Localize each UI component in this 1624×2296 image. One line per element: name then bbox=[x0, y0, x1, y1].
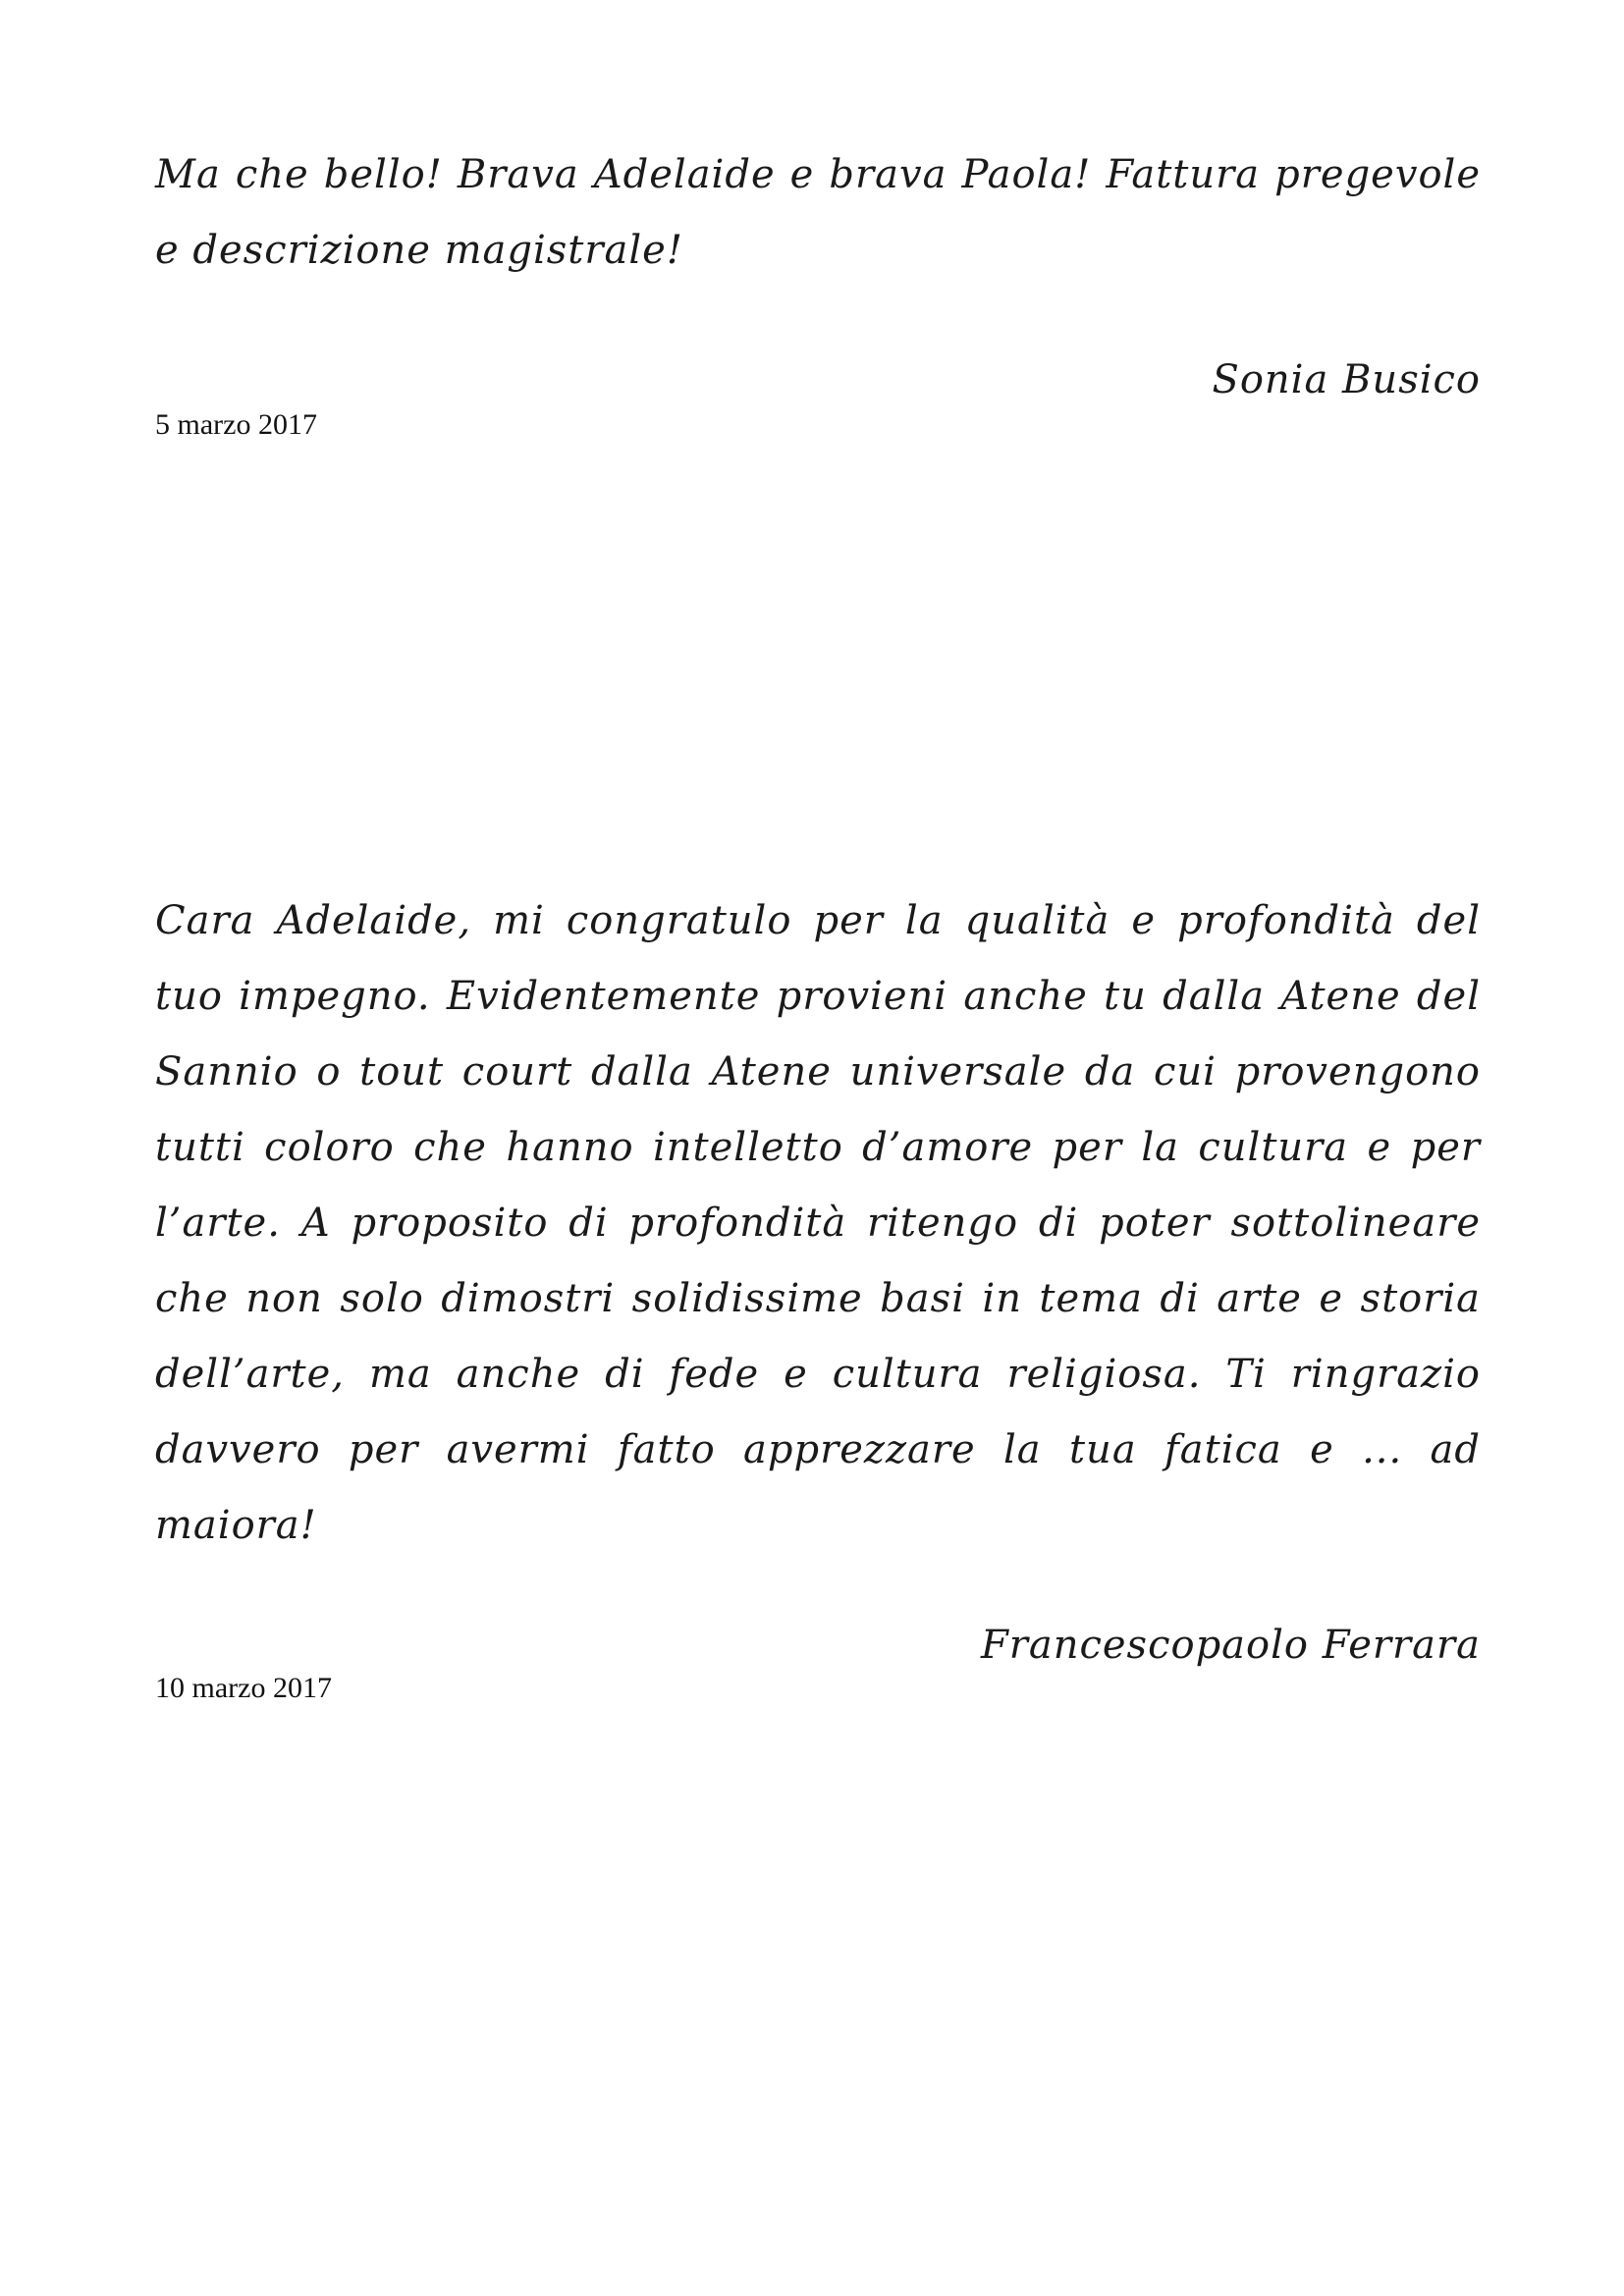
comment-date: 5 marzo 2017 bbox=[155, 408, 317, 441]
comment-entry bbox=[155, 137, 1481, 442]
comment-date: 10 marzo 2017 bbox=[155, 1672, 332, 1704]
comment-text: Cara Adelaide, mi congratulo per la qualità e profondità del tuo impegno. Evidentemente provieni anche tu dalla Atene del Sannio o tout court dalla Atene universale da cui provengono tutti coloro che hanno intelletto d’amore per la cultura e per l’arte. A proposito di profondità ritengo di poter sottolineare che non solo dimostri solidissime basi in tema di arte e storia dell’arte, ma anche di fede e cultura religiosa. Ti ringrazio davvero per avermi fatto apprezzare la tua fatica e ... ad maiora! bbox=[155, 898, 1481, 1548]
comment-text: Ma che bello! Brava Adelaide e brava Paola! Fattura pregevole e descrizione magistrale! bbox=[155, 152, 1481, 273]
comment-signature: Francescopaolo Ferrara bbox=[981, 1623, 1481, 1668]
comment-signature: Sonia Busico bbox=[1212, 357, 1481, 402]
comment-entry bbox=[155, 883, 1481, 1705]
